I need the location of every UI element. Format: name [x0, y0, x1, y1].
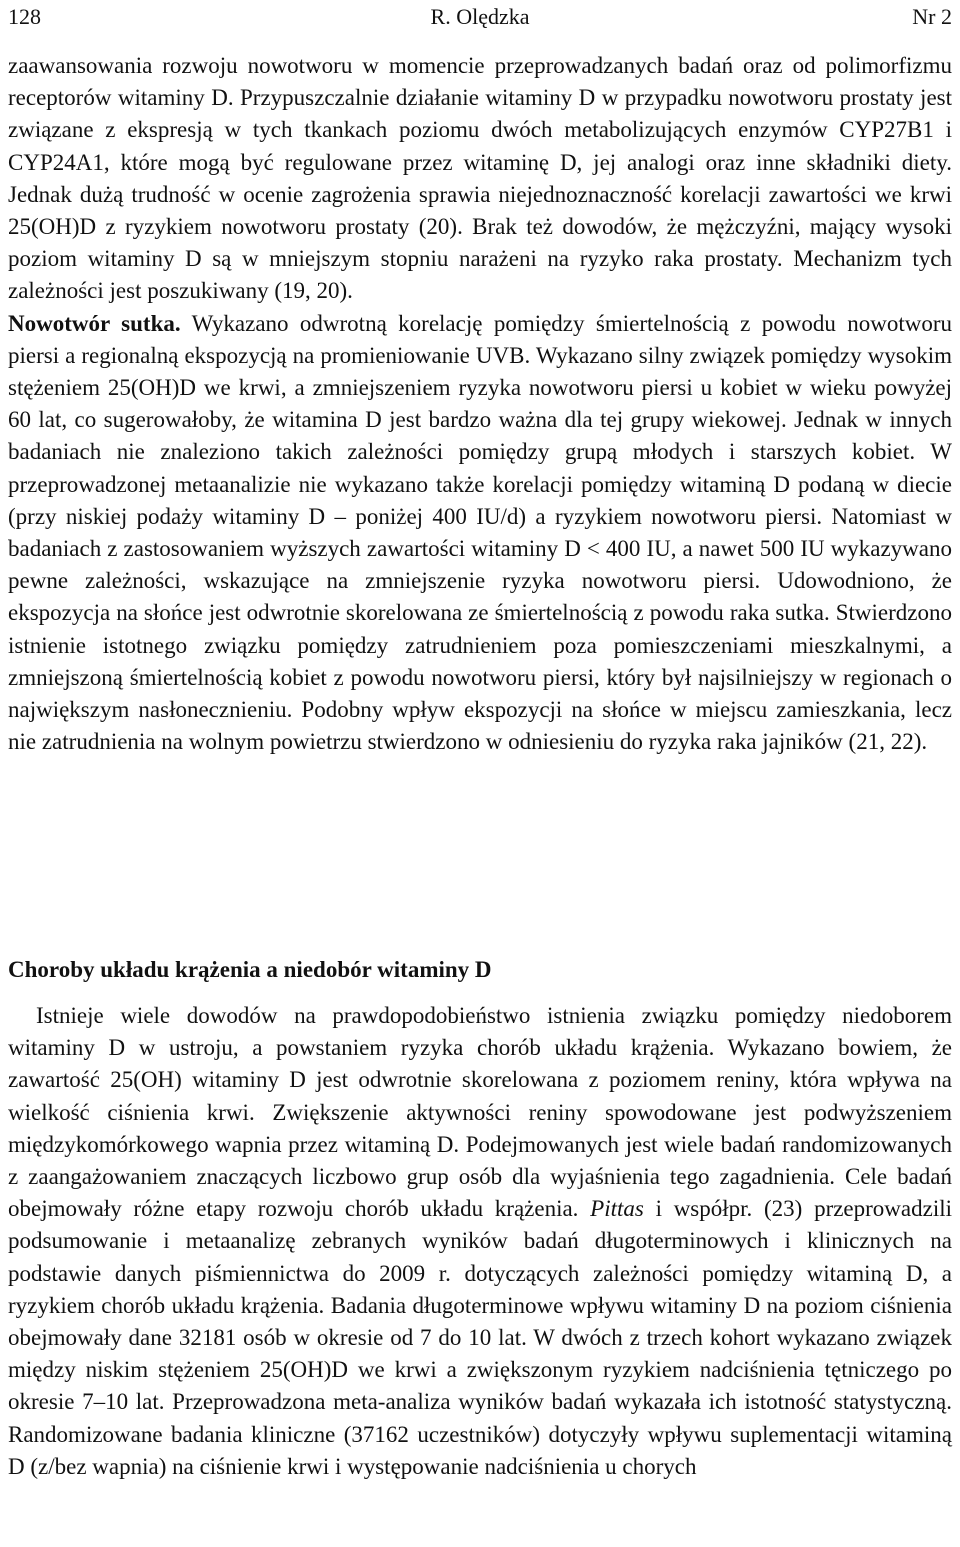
paragraph-cardio-text-1: Istnieje wiele dowodów na prawdopodobieństwo istnienia związku pomiędzy niedoborem witaminy D w ustroju, a powstaniem ryzyka chorób układu krążenia. Wykazano bowiem, że zawartość 25(OH) witaminy D jest odwrotnie skorelowana z poziomem reniny, która wpływa na wielkość ciśnienia krwi. Zwiększenie aktywności reniny spowodowane jest podwyższeniem międzykomórkowego wapnia przez witaminą D. Podejmowanych jest wiele badań randomizowanych z zaangażowaniem znaczących liczbowo grup osób dla wyjaśnienia tego zagadnienia. Cele badań obejmowały różne etapy rozwoju chorób układu krążenia.	[8, 1003, 952, 1222]
author-name-italic: Pittas	[590, 1196, 644, 1222]
body-section-prostate-breast	[8, 50, 952, 758]
issue-number: Nr 2	[912, 4, 952, 29]
paragraph-cardio-text-2: i współpr. (23) przeprowadzili podsumowanie i metaanalizę zebranych wyników badań długoterminowych i klinicznych na podstawie danych piśmiennictwa do 2009 r. dotyczących zależności pomiędzy witaminą D, a ryzykiem chorób układu krążenia. Badania długoterminowe wpływu witaminy D na poziom ciśnienia obejmowały dane 32181 osób w okresie od 7 do 10 lat. W dwóch z trzech kohort wykazano związek między niskim stężeniem 25(OH)D we krwi a zwiększonym ryzykiem nadciśnienia tętniczego po okresie 7–10 lat. Przeprowadzona meta-analiza wyników badań wykazała ich istotność statystyczną. Randomizowane badania kliniczne (37162 uczestników) dotyczyły wpływu suplementacji witaminą D (z/bez wapnia) na ciśnienie krwi i występowanie nadciśnienia u chorych	[8, 1196, 952, 1479]
page-number: 128	[8, 4, 41, 29]
inline-heading-breast: Nowotwór sutka.	[8, 310, 181, 336]
section-heading-cardiovascular: Choroby układu krążenia a niedobór witaminy D	[8, 957, 492, 982]
paragraph-prostate: zaawansowania rozwoju nowotworu w momencie przeprowadzanych badań oraz od polimorfizmu receptorów witaminy D. Przypuszczalnie działanie witaminy D w przypadku nowotworu prostaty jest związane z ekspresją w tych tkankach poziomu dwóch metabolizujących enzymów CYP27B1 i CYP24A1, które mogą być regulowane przez witaminę D, jej analogi oraz inne składniki diety. Jednak dużą trudność w ocenie zagrożenia sprawia niejednoznaczność korelacji zawartości we krwi 25(OH)D z ryzykiem nowotworu prostaty (20). Brak też dowodów, że mężczyźni, mający wysoki poziom witaminy D są w mniejszym stopniu narażeni na ryzyko raka prostaty. Mechanizm tych zależności jest poszukiwany (19, 20).	[8, 53, 952, 304]
body-section-cardiovascular	[8, 1000, 952, 1483]
running-author: R. Olędzka	[430, 4, 530, 29]
paragraph-breast-text: Wykazano odwrotną korelację pomiędzy śmiertelnością z powodu nowotworu piersi a regionalną ekspozycją na promieniowanie UVB. Wykazano silny związek pomiędzy wysokim stężeniem 25(OH)D we krwi, a zmniejszeniem ryzyka nowotworu piersi u kobiet w wieku powyżej 60 lat, co sugerowałoby, że witamina D jest bardzo ważna dla tej grupy wiekowej. Jednak w innych badaniach nie znaleziono takich zależności pomiędzy grupą młodych i starszych kobiet. W przeprowadzonej metaanalizie nie wykazano także korelacji pomiędzy witaminą D podaną w diecie (przy niskiej podaży witaminy D – poniżej 400 IU/d) a ryzykiem nowotworu piersi. Natomiast w badaniach z zastosowaniem wyższych zawartości witaminy D < 400 IU, a nawet 500 IU wykazywano pewne zależności, wskazujące na zmniejszenie ryzyka nowotworu piersi. Udowodniono, że ekspozycja na słońce jest odwrotnie skorelowana ze śmiertelnością z powodu raka sutka. Stwierdzono istnienie istotnego związku pomiędzy zatrudnieniem poza pomieszczeniami mieszkalnymi, a zmniejszoną śmiertelnością kobiet z powodu nowotworu piersi, który był najsilniejszy w regionach o największym nasłonecznieniu. Podobny wpływ ekspozycji na słońce w miejscu zamieszkania, lecz nie zatrudnienia na wolnym powietrzu stwierdzono w odniesieniu do ryzyka raka jajników (21, 22).	[8, 310, 952, 755]
paragraph-cardiovascular	[8, 1000, 952, 1483]
running-header	[8, 0, 952, 34]
paragraph-breast	[8, 308, 952, 759]
